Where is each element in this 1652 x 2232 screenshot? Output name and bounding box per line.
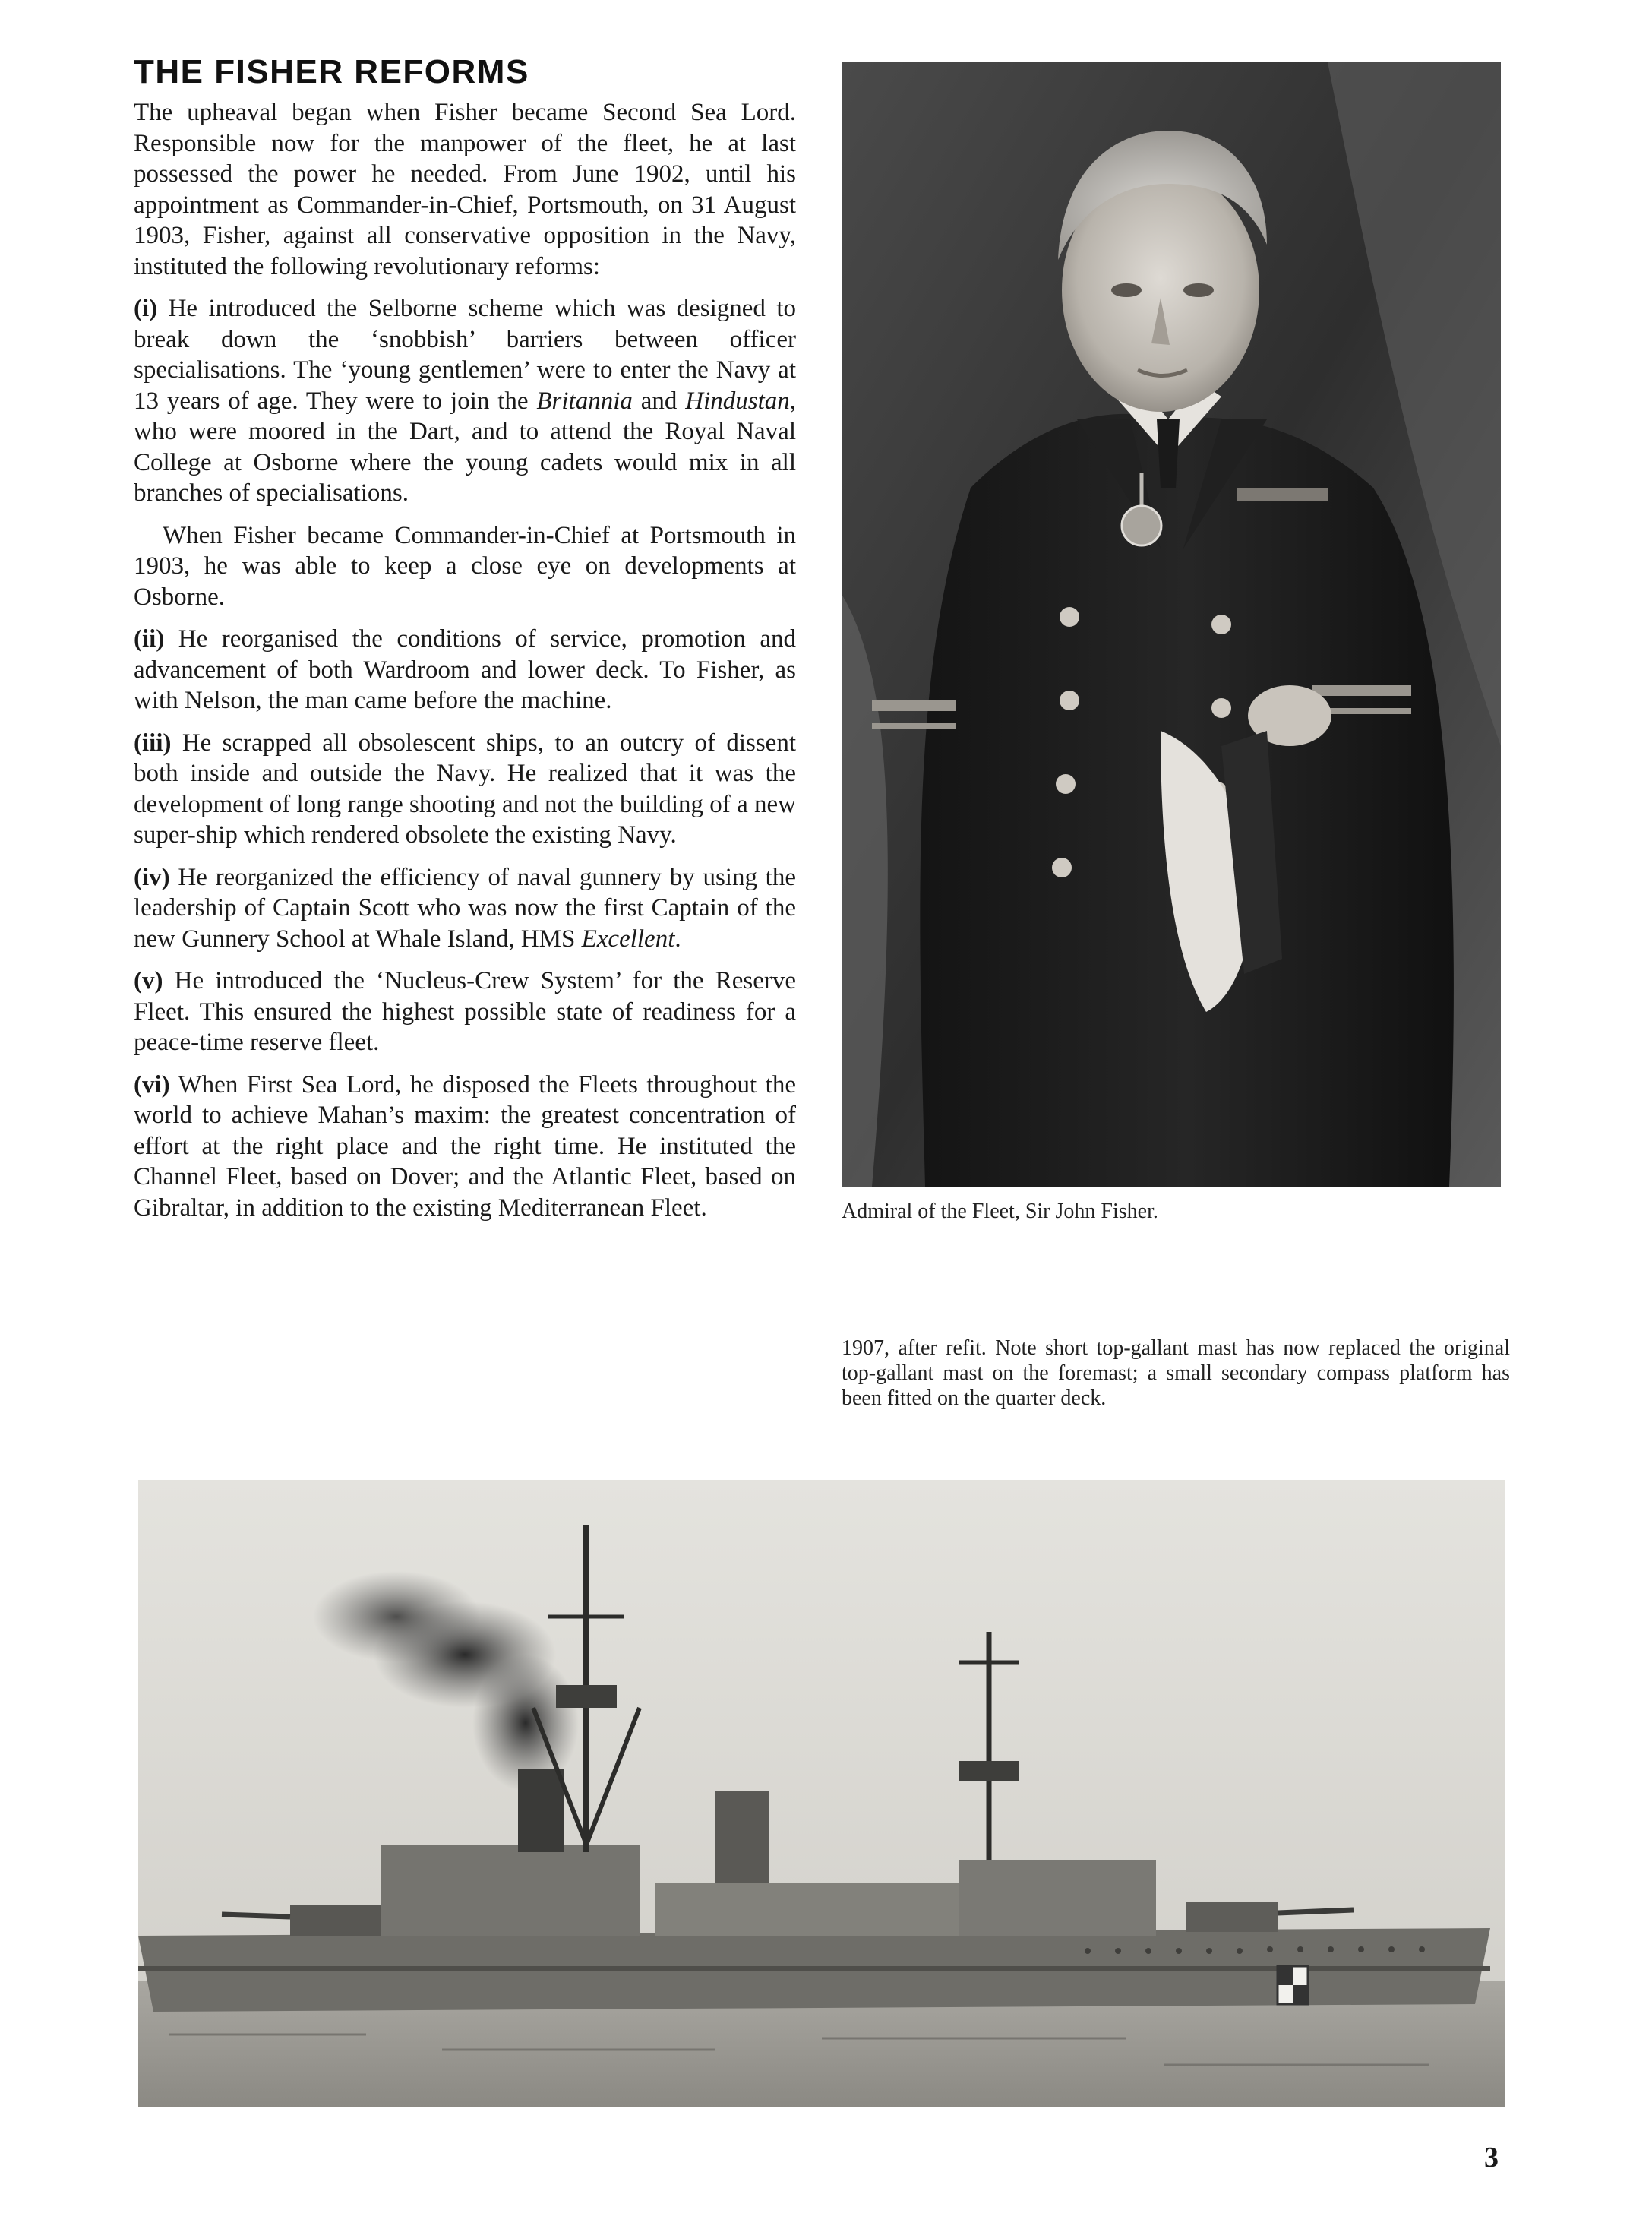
reform-number: (vi): [134, 1070, 170, 1099]
gun-turret: [290, 1905, 381, 1936]
coat-button: [1060, 691, 1079, 710]
section-heading: THE FISHER REFORMS: [134, 53, 529, 90]
portrait-caption: Admiral of the Fleet, Sir John Fisher.: [842, 1200, 1158, 1223]
reform-1-paragraph: [134, 293, 796, 509]
reform-text: He introduced the ‘Nucleus-Crew System’ for the Reserve Fleet. This ensured the highest possible state of readiness for a peace-time reserve fleet.: [134, 967, 796, 1056]
reform-text: He introduced the Selborne scheme which was designed to break down the ‘snobbish’ barriers between officer specialisations. The ‘young gentlemen’ were to enter the Navy at 13 years of age. They were to join the: [134, 295, 796, 415]
reform-text: .: [674, 925, 681, 953]
aft-funnel: [715, 1791, 769, 1883]
signal-flag-check: [1293, 1985, 1308, 2004]
fore-top: [556, 1685, 617, 1708]
tie: [1157, 419, 1180, 488]
portrait-illustration: [842, 62, 1501, 1187]
funnel-smoke: [313, 1571, 480, 1662]
eye-right: [1183, 283, 1214, 297]
reform-text: He reorganized the efficiency of naval gunnery by using the leadership of Captain Scott who was now the first Captain of the new Gunnery School at Whale Island, HMS: [134, 863, 796, 953]
coat-button: [1060, 607, 1079, 627]
reform-number: (v): [134, 967, 163, 994]
page-number: 3: [1484, 2142, 1499, 2174]
reform-4-paragraph: [134, 862, 796, 955]
coat-button: [1056, 774, 1076, 794]
eye-left: [1111, 283, 1142, 297]
aft-superstructure: [959, 1860, 1156, 1936]
reform-6-paragraph: [134, 1070, 796, 1224]
ribbon-bar: [1237, 488, 1328, 501]
reform-text: He reorganised the conditions of service, promotion and advancement of both Wardroom and lower deck. To Fisher, as with Nelson, the man came before the machine.: [134, 625, 796, 714]
gun-barrel: [222, 1914, 290, 1917]
battleship-photo: [138, 1480, 1505, 2107]
reform-number: (i): [134, 295, 158, 322]
forward-funnel: [518, 1769, 564, 1852]
sleeve-stripe: [872, 723, 956, 729]
ship-name-hindustan: Hindustan: [685, 387, 790, 415]
reform-1-continuation: When Fisher became Commander-in-Chief at Portsmouth in 1903, he was able to keep a close eye on developments at Osborne.: [134, 521, 796, 611]
reform-5-paragraph: [134, 966, 796, 1058]
body-text-column: [134, 97, 796, 1235]
main-top: [959, 1761, 1019, 1781]
ship-name-britannia: Britannia: [536, 387, 633, 415]
gun-turret: [1186, 1902, 1278, 1932]
reform-3-paragraph: [134, 728, 796, 851]
gun-barrel: [1278, 1910, 1354, 1913]
coat-button: [1211, 615, 1231, 634]
reform-text: , who were moored in the Dart, and to attend the Royal Naval College at Osborne where the young cadets would mix in all branches of specialisations.: [134, 387, 796, 507]
reform-text: He scrapped all obsolescent ships, to an outcry of dissent both inside and outside the Navy. He realized that it was the development of long range shooting and not the building of a new super-ship which rendered obsolete the existing Navy.: [134, 729, 796, 849]
reform-number: (iv): [134, 863, 170, 891]
medal: [1122, 506, 1161, 545]
ship-name-excellent: Excellent: [581, 925, 675, 953]
intro-paragraph: The upheaval began when Fisher became Second Sea Lord. Responsible now for the manpower of the fleet, he at last possessed the power he needed. From June 1902, until his appointment as Commander-in-Chief, Portsmouth, on 31 August 1903, Fisher, against all conservative opposition in the Navy, instituted the following revolutionary reforms:: [134, 99, 796, 280]
forward-superstructure: [381, 1845, 640, 1936]
portrait-photo: [842, 62, 1501, 1187]
reform-text: When First Sea Lord, he disposed the Fleets throughout the world to achieve Mahan’s maxim: the greatest concentration of effort at the right place and the right time. He instituted the Channel Fleet, based on Dover; and the Atlantic Fleet, based on Gibraltar, in addition to the existing Mediterranean Fleet.: [134, 1070, 796, 1222]
coat-button: [1211, 698, 1231, 718]
reform-2-paragraph: [134, 624, 796, 716]
sleeve-stripe: [1312, 685, 1411, 696]
reform-number: (ii): [134, 625, 165, 653]
sleeve-stripe: [872, 700, 956, 711]
signal-flag-check: [1278, 1966, 1293, 1985]
reform-number: (iii): [134, 729, 172, 757]
ship-caption: 1907, after refit. Note short top-gallant mast has now replaced the original top-gallant mast on the foremast; a small secondary compass platform has been fitted on the quarter deck.: [842, 1336, 1510, 1410]
coat-button: [1052, 858, 1072, 877]
midship-deck: [655, 1883, 959, 1936]
battleship-illustration: [138, 1480, 1505, 2107]
reform-text: and: [632, 387, 686, 415]
